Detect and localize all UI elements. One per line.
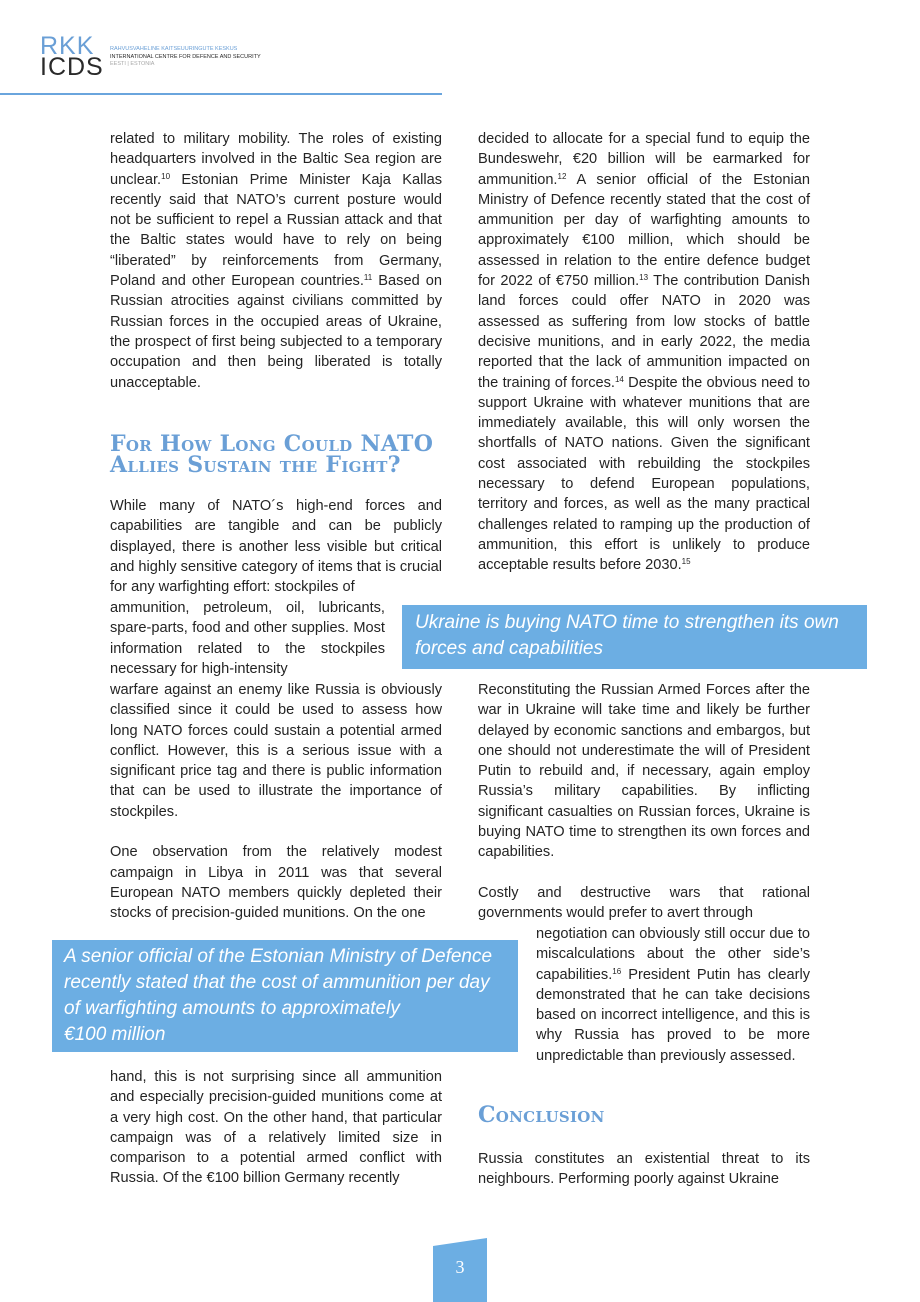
- left-paragraph-4: hand, this is not surprising since all ammunition and especially precision-guided munitions come at a very high cost. On the other hand, that particular campaign was of a relatively limited size in comparison to a potential armed conflict with Russia. Of the €100 billion Germany recently: [110, 1069, 442, 1187]
- left-paragraph-2-top: While many of NATO´s high-end forces and capabilities are tangible and can be publicly displayed, there is another less visible but critical and highly sensitive category of items that is crucial for any warfighting effort: stockpiles of: [110, 498, 442, 596]
- header-rule: [0, 93, 442, 95]
- left-paragraph-1: related to military mobility. The roles of existing headquarters involved in the Baltic Sea region are unclear.$^{10}$ Estonian Prime Minister Kaja Kallas recently said that NATO’s current posture would not be sufficient to repel a Russian attack and that the Baltic states would have to rely on being “liberated” by reinforcements from Germany, Poland and other European countries.$^{11}$ Based on Russian atrocities against civilians committed by Russian forces in the occupied areas of Ukraine, the prospect of first being subjected to a temporary occupation and then being liberated is totally unacceptable.: [110, 131, 442, 391]
- left-paragraph-2-narrow: ammunition, petroleum, oil, lubricants, spare-parts, food and other supplies. Most information related to the stockpiles necessary for high-intensity: [110, 600, 385, 677]
- logo-line-country: EESTI | ESTONIA: [110, 61, 155, 67]
- footnote-ref-12: 12: [557, 171, 567, 181]
- footnote-ref-10: 10: [161, 171, 171, 181]
- left-paragraph-3: One observation from the relatively modest campaign in Libya in 2011 was that several European NATO members quickly depleted their stocks of precision-guided munitions. On the one: [110, 844, 442, 922]
- footnote-ref-16: 16: [612, 966, 622, 976]
- logo-subtitle: [110, 46, 261, 69]
- logo-icds: ICDS: [40, 53, 104, 81]
- logo-line-english: INTERNATIONAL CENTRE FOR DEFENCE AND SECURITY: [110, 53, 261, 60]
- section-heading-sustain: For How Long Could NATO Allies Sustain the Fight?: [110, 431, 434, 478]
- right-paragraph-2: Reconstituting the Russian Armed Forces after the war in Ukraine will take time and likely be further delayed by economic sanctions and embargos, but one should not underestimate the will of President Putin to rebuild and, if necessary, again employ Russia’s military capabilities. By inflicting significant casualties on Russian forces, Ukraine is buying NATO time to strengthen its own forces and capabilities.: [478, 682, 810, 861]
- right-paragraph-4: Russia constitutes an existential threat to its neighbours. Performing poorly against Ukraine: [478, 1151, 810, 1188]
- footnote-ref-15: 15: [681, 557, 691, 567]
- pull-quote-ukraine: Ukraine is buying NATO time to strengthen its own forces and capabilities: [402, 605, 867, 669]
- footnote-ref-11: 11: [363, 273, 373, 283]
- right-paragraph-3-top: Costly and destructive wars that rational governments would prefer to avert through: [478, 885, 810, 922]
- footnote-ref-14: 14: [614, 374, 624, 384]
- left-paragraph-2-bottom: warfare against an enemy like Russia is obviously classified since it could be used to assess how long NATO forces could sustain a potential armed conflict. However, this is a serious issue with a significant price tag and there is public information that can be used to illustrate the importance of stockpiles. One observation from the relatively modest campaign in Libya in 2011 was that several European NATO members quickly depleted their stocks of precision-guided munitions. On the one: [110, 680, 442, 924]
- pull-quote-estonian-official: A senior official of the Estonian Ministry of Defence recently stated that the cost of ammunition per day of warfighting amounts to approximately €100 million: [52, 940, 518, 1052]
- header: [0, 0, 442, 96]
- right-paragraph-3-narrow: negotiation can obviously still occur due to miscalculations about the other side’s capabilities.$^{16}$ President Putin has clearly demonstrated that he can take decisions based on incorrect intelligence, and this is why Russia has proved to be more unpredictable than previously assessed.: [536, 926, 810, 1064]
- section-heading-conclusion: Conclusion: [478, 1102, 605, 1128]
- logo-rkk: RKK: [40, 32, 95, 60]
- right-paragraph-1: decided to allocate for a special fund to equip the Bundeswehr, €20 billion will be earmarked for ammunition.$^{12}$ A senior official of the Estonian Ministry of Defence recently stated that the cost of ammunition per day of warfighting amounts to approximately €100 million, which should be assessed in relation to the entire defence budget for 2022 of €750 million.$^{13}$ The contribution Danish land forces could offer NATO in 2020 was assessed as suffering from low stocks of battle decisive munitions, and in early 2022, the media reported that the lack of ammunition impacted on the training of forces.$^{14}$ Despite the obvious need to support Ukraine with whatever munitions that are immediately available, this will only worsen the shortfalls of NATO nations. Given the significant cost associated with rebuilding the stockpiles necessary to defend European populations, territory and forces, as well as the many practical challenges related to ramping up the production of ammunition, this effort is unlikely to produce acceptable results before 2030.15: [478, 131, 810, 574]
- footnote-ref-13: 13: [639, 273, 649, 283]
- left-column-top: [110, 129, 442, 393]
- logo-line-estonian: RAHVUSVAHELINE KAITSEUURINGUTE KESKUS: [110, 46, 238, 52]
- page-number: 3: [455, 1257, 465, 1277]
